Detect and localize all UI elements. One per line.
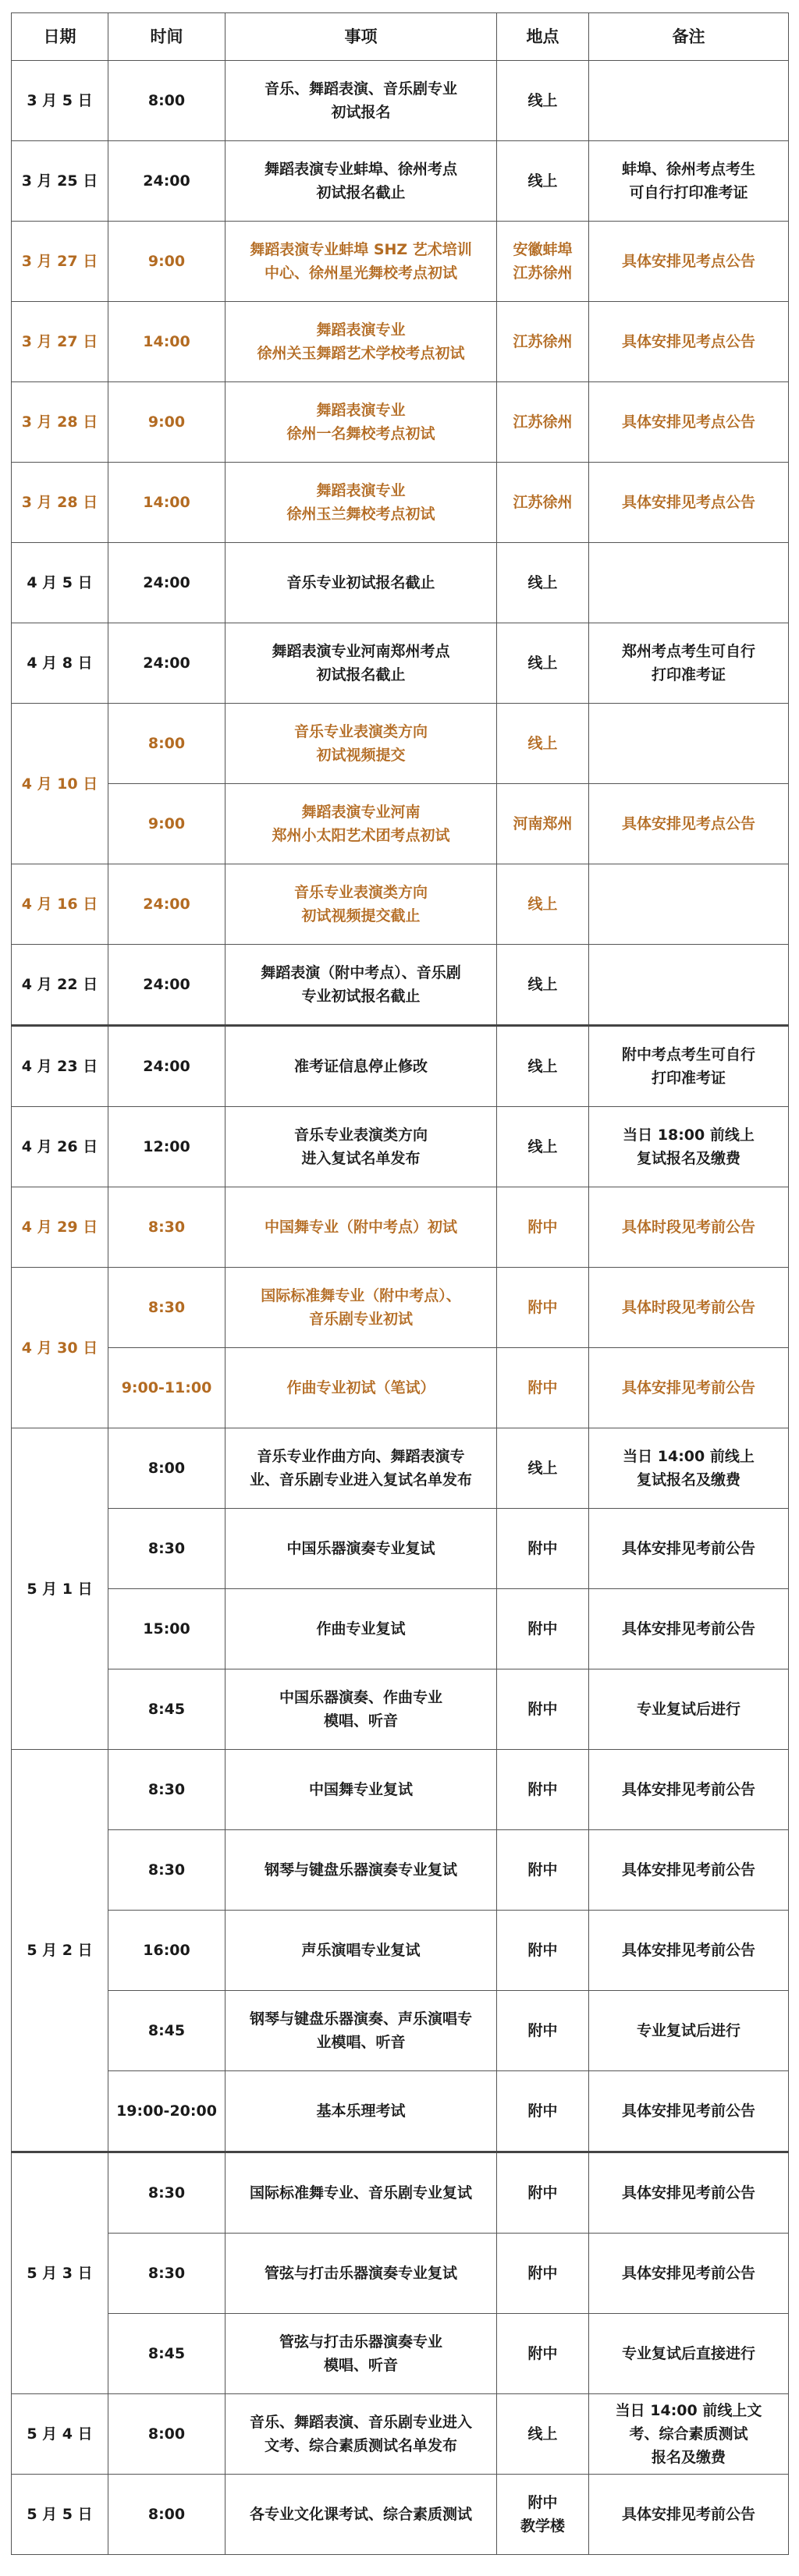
place-cell: 江苏徐州 [497, 302, 589, 382]
note-cell: 具体安排见考前公告 [589, 1830, 789, 1911]
date-cell: 4 月 23 日 [12, 1026, 108, 1107]
note-cell: 具体安排见考前公告 [589, 1589, 789, 1669]
note-cell: 具体安排见考点公告 [589, 463, 789, 543]
time-cell: 24:00 [108, 623, 225, 704]
date-cell: 4 月 5 日 [12, 543, 108, 623]
place-cell: 线上 [497, 1107, 589, 1187]
place-cell: 附中 [497, 1187, 589, 1268]
time-cell: 8:30 [108, 1268, 225, 1348]
event-cell: 舞蹈表演专业蚌埠、徐州考点 初试报名截止 [225, 141, 497, 222]
table-row [12, 1589, 789, 1669]
header-place: 地点 [497, 13, 589, 61]
table-row [12, 1428, 789, 1509]
event-cell: 各专业文化课考试、综合素质测试 [225, 2475, 497, 2555]
table-row [12, 2152, 789, 2234]
time-cell: 14:00 [108, 302, 225, 382]
table-row [12, 463, 789, 543]
table-row [12, 945, 789, 1026]
place-cell: 附中 [497, 1509, 589, 1589]
event-cell: 舞蹈表演专业河南 郑州小太阳艺术团考点初试 [225, 784, 497, 864]
time-cell: 15:00 [108, 1589, 225, 1669]
time-cell: 14:00 [108, 463, 225, 543]
place-cell: 附中 [497, 1830, 589, 1911]
table-row [12, 1107, 789, 1187]
place-cell: 附中 教学楼 [497, 2475, 589, 2555]
place-cell: 附中 [497, 1991, 589, 2071]
place-cell: 附中 [497, 2071, 589, 2152]
place-cell: 江苏徐州 [497, 463, 589, 543]
event-cell: 音乐专业表演类方向 初试视频提交截止 [225, 864, 497, 945]
place-cell: 河南郑州 [497, 784, 589, 864]
table-row [12, 1911, 789, 1991]
place-cell: 附中 [497, 1268, 589, 1348]
event-cell: 音乐专业表演类方向 进入复试名单发布 [225, 1107, 497, 1187]
note-cell: 具体时段见考前公告 [589, 1268, 789, 1348]
time-cell: 24:00 [108, 141, 225, 222]
date-cell: 5 月 5 日 [12, 2475, 108, 2555]
event-cell: 中国舞专业复试 [225, 1750, 497, 1830]
table-row [12, 1669, 789, 1750]
note-cell [589, 543, 789, 623]
note-cell: 具体安排见考前公告 [589, 1911, 789, 1991]
place-cell: 线上 [497, 141, 589, 222]
time-cell: 8:00 [108, 2475, 225, 2555]
event-cell: 管弦与打击乐器演奏专业复试 [225, 2234, 497, 2314]
header-row [12, 13, 789, 61]
time-cell: 8:30 [108, 2152, 225, 2234]
table-row [12, 2234, 789, 2314]
event-cell: 中国舞专业（附中考点）初试 [225, 1187, 497, 1268]
note-cell: 当日 18:00 前线上 复试报名及缴费 [589, 1107, 789, 1187]
note-cell: 当日 14:00 前线上 复试报名及缴费 [589, 1428, 789, 1509]
time-cell: 8:45 [108, 1669, 225, 1750]
table-row [12, 1509, 789, 1589]
date-cell: 5 月 3 日 [12, 2152, 108, 2394]
event-cell: 音乐专业作曲方向、舞蹈表演专 业、音乐剧专业进入复试名单发布 [225, 1428, 497, 1509]
table-row [12, 2071, 789, 2152]
table-row [12, 864, 789, 945]
time-cell: 8:45 [108, 1991, 225, 2071]
note-cell: 具体时段见考前公告 [589, 1187, 789, 1268]
table-row [12, 623, 789, 704]
date-cell: 3 月 27 日 [12, 222, 108, 302]
table-row [12, 1026, 789, 1107]
place-cell: 附中 [497, 2314, 589, 2394]
place-cell: 线上 [497, 864, 589, 945]
header-event: 事项 [225, 13, 497, 61]
note-cell: 具体安排见考前公告 [589, 1348, 789, 1428]
event-cell: 国际标准舞专业、音乐剧专业复试 [225, 2152, 497, 2234]
time-cell: 9:00 [108, 222, 225, 302]
table-row [12, 2314, 789, 2394]
time-cell: 8:30 [108, 1750, 225, 1830]
note-cell: 具体安排见考点公告 [589, 302, 789, 382]
event-cell: 钢琴与键盘乐器演奏、声乐演唱专 业模唱、听音 [225, 1991, 497, 2071]
date-cell: 5 月 4 日 [12, 2394, 108, 2475]
time-cell: 8:30 [108, 1509, 225, 1589]
event-cell: 中国乐器演奏专业复试 [225, 1509, 497, 1589]
place-cell: 线上 [497, 1026, 589, 1107]
note-cell: 具体安排见考前公告 [589, 2071, 789, 2152]
table-row [12, 1348, 789, 1428]
note-cell: 具体安排见考前公告 [589, 2234, 789, 2314]
note-cell [589, 864, 789, 945]
place-cell: 线上 [497, 704, 589, 784]
event-cell: 声乐演唱专业复试 [225, 1911, 497, 1991]
date-cell: 4 月 30 日 [12, 1268, 108, 1428]
place-cell: 线上 [497, 543, 589, 623]
date-cell: 4 月 26 日 [12, 1107, 108, 1187]
time-cell: 24:00 [108, 945, 225, 1026]
time-cell: 24:00 [108, 543, 225, 623]
place-cell: 线上 [497, 61, 589, 141]
time-cell: 8:45 [108, 2314, 225, 2394]
event-cell: 作曲专业复试 [225, 1589, 497, 1669]
table-row [12, 1268, 789, 1348]
place-cell: 附中 [497, 1589, 589, 1669]
date-cell: 4 月 10 日 [12, 704, 108, 864]
date-cell: 3 月 28 日 [12, 463, 108, 543]
event-cell: 准考证信息停止修改 [225, 1026, 497, 1107]
date-cell: 4 月 29 日 [12, 1187, 108, 1268]
time-cell: 9:00-11:00 [108, 1348, 225, 1428]
event-cell: 音乐专业表演类方向 初试视频提交 [225, 704, 497, 784]
note-cell: 具体安排见考点公告 [589, 382, 789, 463]
date-cell: 3 月 5 日 [12, 61, 108, 141]
time-cell: 8:00 [108, 2394, 225, 2475]
date-cell: 4 月 22 日 [12, 945, 108, 1026]
table-row [12, 2475, 789, 2555]
note-cell: 专业复试后进行 [589, 1669, 789, 1750]
note-cell: 蚌埠、徐州考点考生 可自行打印准考证 [589, 141, 789, 222]
note-cell: 专业复试后直接进行 [589, 2314, 789, 2394]
time-cell: 16:00 [108, 1911, 225, 1991]
date-cell: 4 月 8 日 [12, 623, 108, 704]
table-row [12, 141, 789, 222]
note-cell: 郑州考点考生可自行 打印准考证 [589, 623, 789, 704]
event-cell: 音乐专业初试报名截止 [225, 543, 497, 623]
date-cell: 4 月 16 日 [12, 864, 108, 945]
table-row [12, 1187, 789, 1268]
date-cell: 3 月 25 日 [12, 141, 108, 222]
schedule-body [12, 61, 789, 2555]
note-cell: 专业复试后进行 [589, 1991, 789, 2071]
date-cell: 5 月 1 日 [12, 1428, 108, 1750]
time-cell: 8:30 [108, 2234, 225, 2314]
event-cell: 舞蹈表演专业 徐州玉兰舞校考点初试 [225, 463, 497, 543]
header-time: 时间 [108, 13, 225, 61]
place-cell: 附中 [497, 1348, 589, 1428]
note-cell: 具体安排见考前公告 [589, 1750, 789, 1830]
note-cell: 具体安排见考前公告 [589, 2152, 789, 2234]
time-cell: 19:00-20:00 [108, 2071, 225, 2152]
time-cell: 9:00 [108, 382, 225, 463]
place-cell: 附中 [497, 2234, 589, 2314]
place-cell: 线上 [497, 945, 589, 1026]
place-cell: 线上 [497, 2394, 589, 2475]
time-cell: 8:00 [108, 1428, 225, 1509]
event-cell: 作曲专业初试（笔试） [225, 1348, 497, 1428]
table-row [12, 784, 789, 864]
event-cell: 管弦与打击乐器演奏专业 模唱、听音 [225, 2314, 497, 2394]
time-cell: 8:30 [108, 1187, 225, 1268]
event-cell: 国际标准舞专业（附中考点）、 音乐剧专业初试 [225, 1268, 497, 1348]
place-cell: 安徽蚌埠 江苏徐州 [497, 222, 589, 302]
table-row [12, 382, 789, 463]
event-cell: 舞蹈表演专业 徐州一名舞校考点初试 [225, 382, 497, 463]
place-cell: 附中 [497, 1911, 589, 1991]
header-date: 日期 [12, 13, 108, 61]
note-cell: 附中考点考生可自行 打印准考证 [589, 1026, 789, 1107]
table-row [12, 1750, 789, 1830]
note-cell [589, 61, 789, 141]
note-cell: 具体安排见考前公告 [589, 2475, 789, 2555]
time-cell: 8:00 [108, 704, 225, 784]
event-cell: 中国乐器演奏、作曲专业 模唱、听音 [225, 1669, 497, 1750]
date-cell: 3 月 28 日 [12, 382, 108, 463]
note-cell: 具体安排见考前公告 [589, 1509, 789, 1589]
place-cell: 江苏徐州 [497, 382, 589, 463]
time-cell: 12:00 [108, 1107, 225, 1187]
note-cell [589, 945, 789, 1026]
table-row [12, 302, 789, 382]
table-row [12, 1830, 789, 1911]
place-cell: 线上 [497, 1428, 589, 1509]
event-cell: 舞蹈表演专业 徐州关玉舞蹈艺术学校考点初试 [225, 302, 497, 382]
table-row [12, 61, 789, 141]
event-cell: 舞蹈表演（附中考点）、音乐剧 专业初试报名截止 [225, 945, 497, 1026]
event-cell: 舞蹈表演专业蚌埠 SHZ 艺术培训 中心、徐州星光舞校考点初试 [225, 222, 497, 302]
event-cell: 音乐、舞蹈表演、音乐剧专业 初试报名 [225, 61, 497, 141]
place-cell: 附中 [497, 2152, 589, 2234]
table-row [12, 222, 789, 302]
time-cell: 24:00 [108, 1026, 225, 1107]
table-row [12, 1991, 789, 2071]
schedule-table [11, 12, 789, 2555]
date-cell: 3 月 27 日 [12, 302, 108, 382]
date-cell: 5 月 2 日 [12, 1750, 108, 2152]
time-cell: 9:00 [108, 784, 225, 864]
event-cell: 钢琴与键盘乐器演奏专业复试 [225, 1830, 497, 1911]
place-cell: 线上 [497, 623, 589, 704]
event-cell: 音乐、舞蹈表演、音乐剧专业进入 文考、综合素质测试名单发布 [225, 2394, 497, 2475]
note-cell: 当日 14:00 前线上文 考、综合素质测试 报名及缴费 [589, 2394, 789, 2475]
place-cell: 附中 [497, 1750, 589, 1830]
event-cell: 基本乐理考试 [225, 2071, 497, 2152]
event-cell: 舞蹈表演专业河南郑州考点 初试报名截止 [225, 623, 497, 704]
time-cell: 8:30 [108, 1830, 225, 1911]
note-cell [589, 704, 789, 784]
time-cell: 24:00 [108, 864, 225, 945]
time-cell: 8:00 [108, 61, 225, 141]
header-note: 备注 [589, 13, 789, 61]
table-row [12, 704, 789, 784]
note-cell: 具体安排见考点公告 [589, 222, 789, 302]
note-cell: 具体安排见考点公告 [589, 784, 789, 864]
table-row [12, 543, 789, 623]
table-row [12, 2394, 789, 2475]
place-cell: 附中 [497, 1669, 589, 1750]
